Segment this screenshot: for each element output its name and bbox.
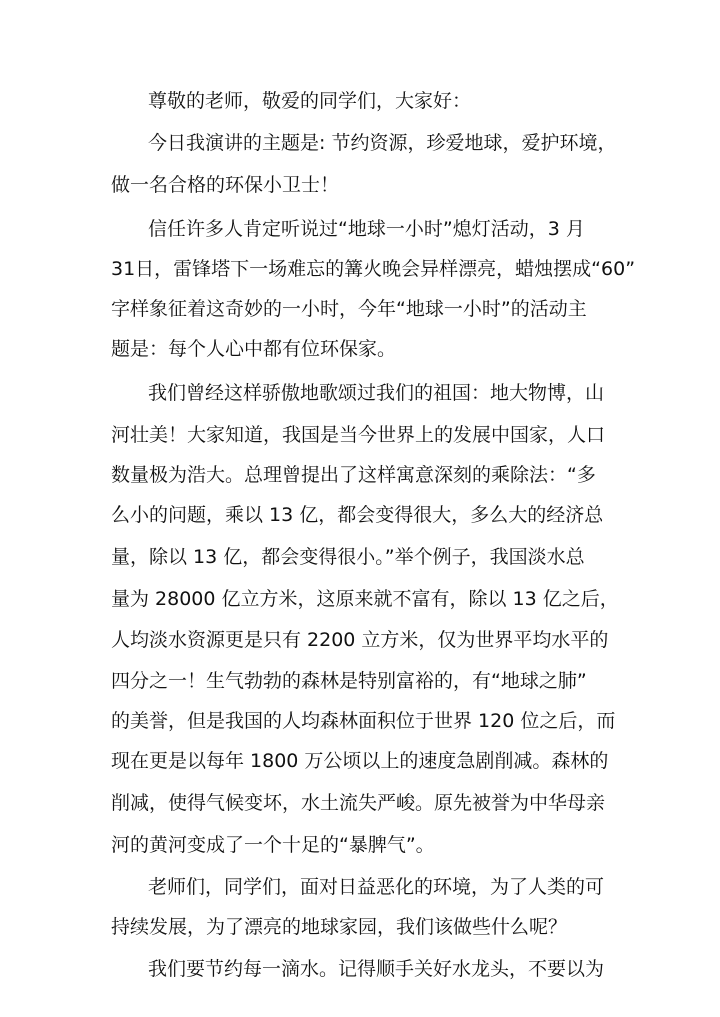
paragraph-4-line-1: 老师们，同学们，面对日益恶化的环境，为了人类的可 xyxy=(148,876,605,898)
paragraph-3-line-11: 削减，使得气候变坏，水土流失严峻。原先被誉为中华母亲 xyxy=(111,792,606,814)
paragraph-2-line-1: 信任许多人肯定听说过“地球一小时”熄灯活动，3 月 xyxy=(148,218,585,240)
paragraph-3-line-2: 河壮美！大家知道，我国是当今世界上的发展中国家，人口 xyxy=(111,424,606,446)
paragraph-3-line-9: 的美誉，但是我国的人均森林面积位于世界 120 位之后，而 xyxy=(111,710,616,732)
paragraph-3-line-4: 么小的问题，乘以 13 亿，都会变得很大，多么大的经济总 xyxy=(111,504,604,526)
paragraph-3-line-3: 数量极为浩大。总理曾提出了这样寓意深刻的乘除法：“多 xyxy=(111,464,596,486)
paragraph-5-line-1: 我们要节约每一滴水。记得顺手关好水龙头，不要以为 xyxy=(148,958,605,980)
paragraph-2-line-3: 字样象征着这奇妙的一小时，今年“地球一小时”的活动主 xyxy=(111,298,587,320)
paragraph-3-line-10: 现在更是以每年 1800 万公顷以上的速度急剧削减。森林的 xyxy=(111,750,609,772)
paragraph-3-line-8: 四分之一！生气勃勃的森林是特别富裕的，有“地球之肺” xyxy=(111,670,587,692)
greeting-line: 尊敬的老师，敬爱的同学们，大家好： xyxy=(148,90,472,112)
paragraph-3-line-7: 人均淡水资源更是只有 2200 立方米，仅为世界平均水平的 xyxy=(111,629,609,651)
paragraph-1-line-2: 做一名合格的环保小卫士！ xyxy=(111,174,340,196)
paragraph-3-line-5: 量，除以 13 亿，都会变得很小。”举个例子，我国淡水总 xyxy=(111,546,585,568)
paragraph-2-line-2: 31日，雷锋塔下一场难忘的篝火晚会异样漂亮，蜡烛摆成“60” xyxy=(111,258,636,280)
paragraph-3-line-12: 河的黄河变成了一个十足的“暴脾气”。 xyxy=(111,834,435,856)
paragraph-2-line-4: 题是：每个人心中都有位环保家。 xyxy=(111,338,397,360)
paragraph-3-line-1: 我们曾经这样骄傲地歌颂过我们的祖国：地大物博，山 xyxy=(148,382,605,404)
paragraph-4-line-2: 持续发展，为了漂亮的地球家园，我们该做些什么呢？ xyxy=(111,916,568,938)
paragraph-1-line-1: 今日我演讲的主题是: 节约资源，珍爱地球，爱护环境， xyxy=(148,132,617,154)
paragraph-3-line-6: 量为 28000 亿立方米，这原来就不富有，除以 13 亿之后， xyxy=(111,588,619,610)
